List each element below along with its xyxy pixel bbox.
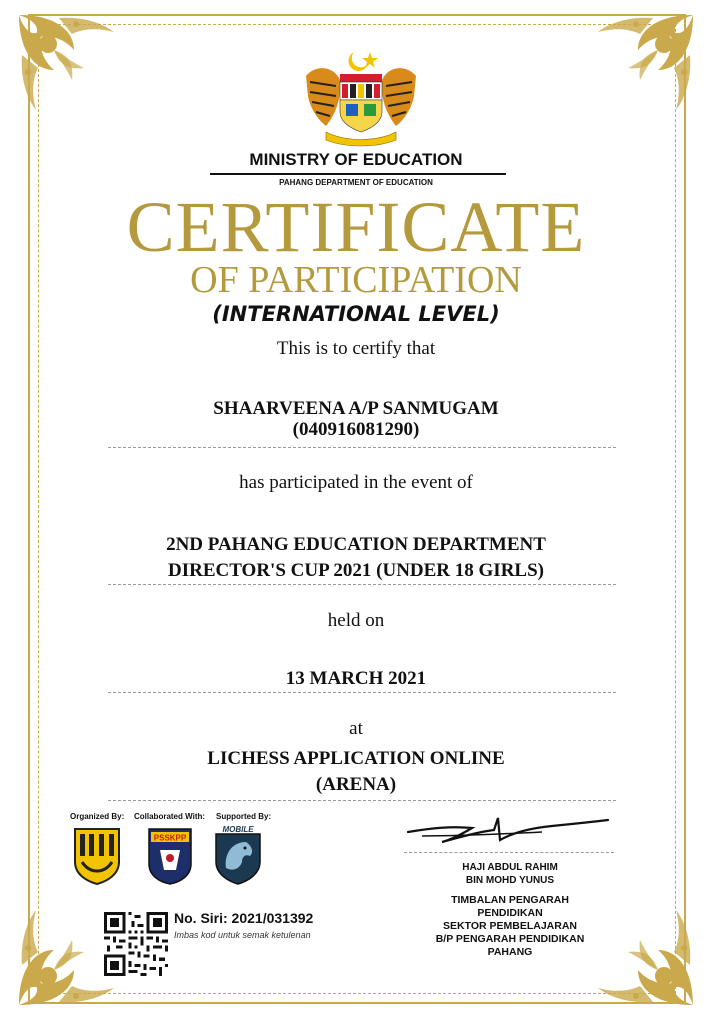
participant-name: SHAARVEENA A/P SANMUGAM [213, 398, 499, 419]
department-subtitle: PAHANG DEPARTMENT OF EDUCATION [279, 178, 433, 187]
signatory-title-line-5: PAHANG [487, 946, 533, 958]
qr-code-icon[interactable] [104, 912, 168, 976]
event-date: 13 MARCH 2021 [285, 668, 427, 689]
certify-text: This is to certify that [276, 338, 436, 359]
event-name-line-1: 2ND PAHANG EDUCATION DEPARTMENT [166, 534, 546, 555]
certificate-title: CERTIFICATE [126, 187, 586, 267]
ministry-title: MINISTRY OF EDUCATION [249, 150, 463, 169]
corner-ornament-icon [588, 10, 698, 120]
certificate-level: (INTERNATIONAL LEVEL) [212, 302, 500, 326]
corner-ornament-icon [14, 10, 124, 120]
signatory-name-line-2: BIN MOHD YUNUS [465, 875, 555, 886]
ministry-divider [210, 173, 506, 175]
serial-number: No. Siri: 2021/031392 [174, 910, 314, 926]
participated-text: has participated in the event of [239, 472, 473, 493]
organized-by-label: Organized By: [70, 812, 125, 821]
collaborated-with-label: Collaborated With: [134, 812, 206, 821]
signatory-title-line-1: TIMBALAN PENGARAH [451, 894, 569, 906]
dotted-divider [108, 447, 616, 448]
coat-of-arms-icon [296, 46, 426, 150]
event-name-line-2: DIRECTOR'S CUP 2021 (UNDER 18 GIRLS) [167, 560, 544, 581]
signatory-title-line-4: B/P PENGARAH PENDIDIKAN [435, 933, 585, 945]
held-on-text: held on [327, 610, 385, 631]
signatory-title-line-2: PENDIDIKAN [477, 907, 543, 919]
dotted-divider [108, 692, 616, 693]
collaborator-logo-icon [146, 826, 194, 886]
dotted-divider [108, 584, 616, 585]
at-text: at [349, 718, 363, 739]
organizer-logo-icon [72, 826, 122, 886]
supporter-logo-text: MOBILE [222, 825, 254, 834]
signature-line [404, 852, 614, 853]
dotted-divider [108, 800, 616, 801]
venue-line-1: LICHESS APPLICATION ONLINE [207, 748, 505, 769]
collaborator-logo-text: PSSKPP [153, 833, 187, 843]
participant-id: (040916081290) [292, 419, 420, 440]
signatory-title-line-3: SEKTOR PEMBELAJARAN [443, 920, 577, 932]
scan-note: Imbas kod untuk semak ketulenan [174, 930, 311, 940]
signatory-name-line-1: HAJI ABDUL RAHIM [462, 862, 558, 873]
venue-line-2: (ARENA) [315, 774, 397, 795]
supporter-logo-icon [212, 824, 264, 886]
signature-icon [402, 806, 612, 850]
supported-by-label: Supported By: [216, 812, 272, 821]
certificate-subtitle: OF PARTICIPATION [190, 259, 522, 301]
